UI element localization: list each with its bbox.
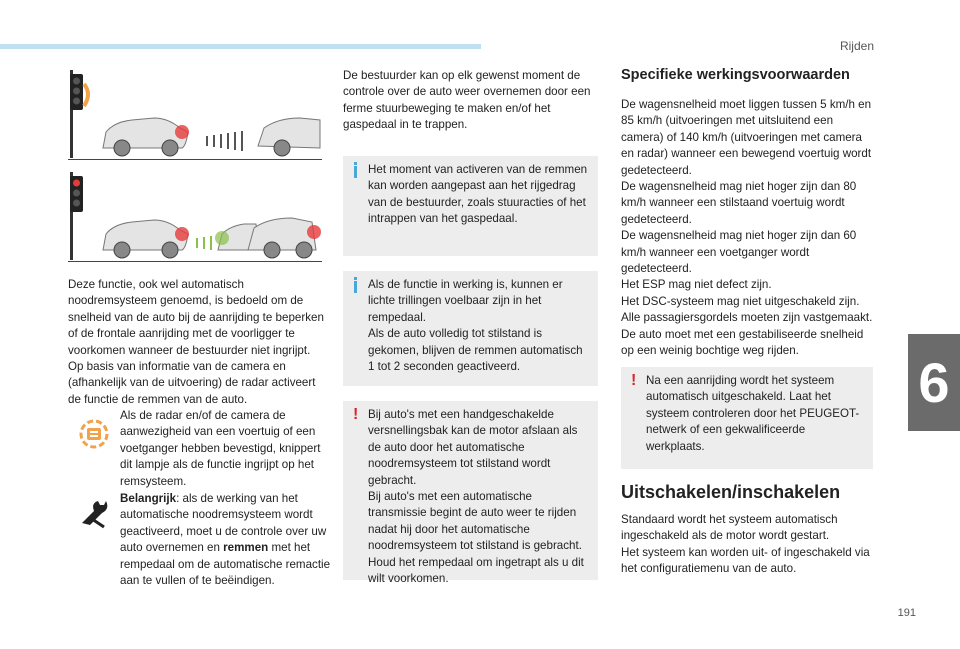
info-mark-icon <box>354 166 357 178</box>
radar-wave-icon <box>196 236 212 250</box>
warning-box-after-collision: ! Na een aanrijding wordt het systeem automatisch uitgeschakeld. Laat het systeem controleren door het PEUGEOT-netwerk of een gekwalificeerde werkplaats. <box>621 367 873 469</box>
condition-item: De wagensnelheid mag niet hoger zijn dan 60 km/h wanneer een voetganger wordt gedetecteerd. <box>621 229 857 276</box>
chapter-tab: 6 <box>908 334 960 431</box>
heading-specific-conditions: Specifieke werkingsvoorwaarden <box>621 67 850 83</box>
warning-box-transmission: ! Bij auto's met een handgeschakelde versnellingsbak kan de motor afslaan als de auto door het automatische noodremsysteem tot stilstand wordt gebracht. Bij auto's met een automatische transmissie begint de auto weer te rijden nadat hij door het automatische noodremsysteem tot stilstand is gebracht. Houd het rempedaal om ingetrapt als u dit wilt voorkomen. <box>343 401 598 580</box>
toggle-text <box>621 512 876 578</box>
warning-lamp-text: Als de radar en/of de camera de aanwezigheid van een voertuig of een voetganger hebben bevestigd, knippert dit lampje als de functie ingrijpt op het remsysteem. <box>120 409 321 488</box>
condition-item: Het DSC-systeem mag niet uitgeschakeld zijn. <box>621 294 860 308</box>
stationary-vehicle-scene <box>68 162 322 262</box>
intro-paragraph: Op basis van informatie van de camera en (afhankelijk van de uitvoering) de radar activeert de functie de remmen van de auto. <box>68 360 316 406</box>
collision-warning-lamp-icon <box>78 418 110 450</box>
left-column-intro <box>68 277 326 408</box>
middle-column-intro <box>343 68 598 134</box>
important-row <box>68 491 333 603</box>
alert-signal-icon <box>84 84 88 106</box>
toggle-paragraph: Standaard wordt het systeem automatisch ingeschakeld als de motor wordt gestart. <box>621 513 838 543</box>
illustration-moving-vehicle <box>68 60 322 160</box>
own-car-icon <box>103 118 189 156</box>
toggle-paragraph: Het systeem kan worden uit- of ingeschakeld via het configuratiemenu van de auto. <box>621 545 870 576</box>
condition-item: Het ESP mag niet defect zijn. <box>621 278 772 292</box>
spanner-icon <box>78 497 110 529</box>
condition-item: Alle passagiersgordels moeten zijn vastgemaakt. <box>621 311 873 325</box>
condition-item: De wagensnelheid moet liggen tussen 5 km/h en 85 km/h (uitvoeringen met uitsluitend een camera) of 140 km/h (uitvoeringen met camera en radar) wanneer een bewegend voertuig wordt gedetecteerd. <box>621 98 872 177</box>
warning-exclamation-icon: ! <box>353 406 359 423</box>
condition-item: De wagensnelheid mag niet hoger zijn dan 80 km/h wanneer een stilstaand voertuig wordt gedetecteerd. <box>621 180 857 226</box>
important-label: Belangrijk <box>120 492 177 505</box>
warning-lamp-row <box>68 408 333 492</box>
stationary-vehicle-icon <box>215 218 321 258</box>
heading-toggle: Uitschakelen/inschakelen <box>621 482 841 502</box>
info-box-vibrations: Als de functie in werking is, kunnen er lichte trillingen voelbaar zijn in het rempedaal. Als de auto volledig tot stilstand is gekomen, blijven de remmen automatisch 1 tot 2 seconden geactiveerd. <box>343 271 598 386</box>
warning-exclamation-icon: ! <box>631 372 637 389</box>
section-title: Rijden <box>839 39 874 53</box>
radar-wave-icon <box>206 131 243 151</box>
important-bold-word: remmen <box>223 541 269 555</box>
intro-paragraph: Deze functie, ook wel automatisch noodremsysteem genoemd, is bedoeld om de snelheid van de auto bij de aanrijding te beperken of de frontale aanrijding met de voorligger te voorkomen wanneer de bestuurder niet ingrijpt. <box>68 278 324 357</box>
own-car-icon <box>103 220 189 258</box>
important-text: Belangrijk: als de werking van het automatische noodremsysteem wordt geactiveerd, moet u de controle over uw auto overnemen en remmen met het rempedaal om de automatische remactie aan te vullen of te beëindigen. <box>120 492 331 588</box>
illustration-stationary-vehicle <box>68 162 322 262</box>
conditions-list <box>621 97 876 360</box>
condition-item: De auto moet met een gestabiliseerde snelheid op een weinig bochtige weg rijden. <box>621 327 864 358</box>
vehicle-ahead-icon <box>258 118 320 156</box>
info-mark-icon <box>354 281 357 293</box>
page-number: 191 <box>897 607 916 619</box>
moving-vehicle-scene <box>68 60 322 160</box>
takeover-paragraph: De bestuurder kan op elk gewenst moment de controle over de auto weer overnemen door een ferme stuurbeweging te maken en/of het gaspedaal in te trappen. <box>343 69 591 132</box>
info-box-activation: Het moment van activeren van de remmen kan worden aangepast aan het rijgedrag van de bestuurder, zoals stuuracties of het intrappen van het gaspedaal. <box>343 156 598 256</box>
top-accent-bar <box>0 44 481 49</box>
